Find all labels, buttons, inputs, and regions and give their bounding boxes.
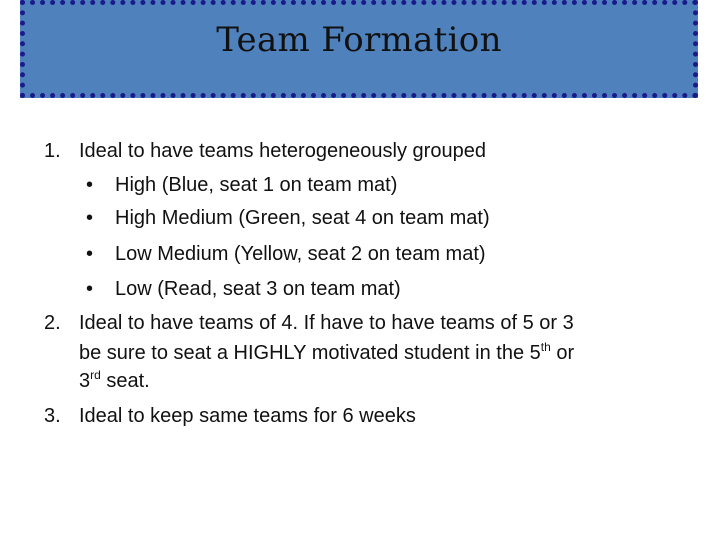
list-item-1-text: Ideal to have teams heterogeneously grouped xyxy=(79,140,486,162)
bullet-icon: • xyxy=(86,207,94,229)
list-number-3: 3. xyxy=(44,405,61,427)
superscript-th: th xyxy=(540,340,551,354)
superscript-rd: rd xyxy=(90,368,101,382)
list-item-2-line-3 xyxy=(79,369,150,393)
sub-item-low: Low (Read, seat 3 on team mat) xyxy=(115,278,401,300)
list-number-1: 1. xyxy=(44,140,61,162)
bullet-icon: • xyxy=(86,174,94,196)
list-item-2-line-2-text: be sure to seat a HIGHLY motivated student in the 5 xyxy=(79,342,541,364)
bullet-icon: • xyxy=(86,243,94,265)
slide-title: Team Formation xyxy=(216,20,502,60)
title-banner xyxy=(20,0,698,98)
sub-item-high-medium: High Medium (Green, seat 4 on team mat) xyxy=(115,207,490,229)
sub-item-high: High (Blue, seat 1 on team mat) xyxy=(115,174,398,196)
sub-item-low-medium: Low Medium (Yellow, seat 2 on team mat) xyxy=(115,243,486,265)
list-item-2-line-3-num: 3 xyxy=(79,370,91,392)
list-item-2-line-3-end: seat. xyxy=(100,370,150,392)
list-item-2-line-2-end: or xyxy=(550,342,575,364)
bullet-icon: • xyxy=(86,278,94,300)
list-item-3-text: Ideal to keep same teams for 6 weeks xyxy=(79,405,416,427)
list-number-2: 2. xyxy=(44,312,61,334)
list-item-2-line-2 xyxy=(79,341,574,365)
list-item-2-line-1: Ideal to have teams of 4. If have to have teams of 5 or 3 xyxy=(79,312,574,334)
